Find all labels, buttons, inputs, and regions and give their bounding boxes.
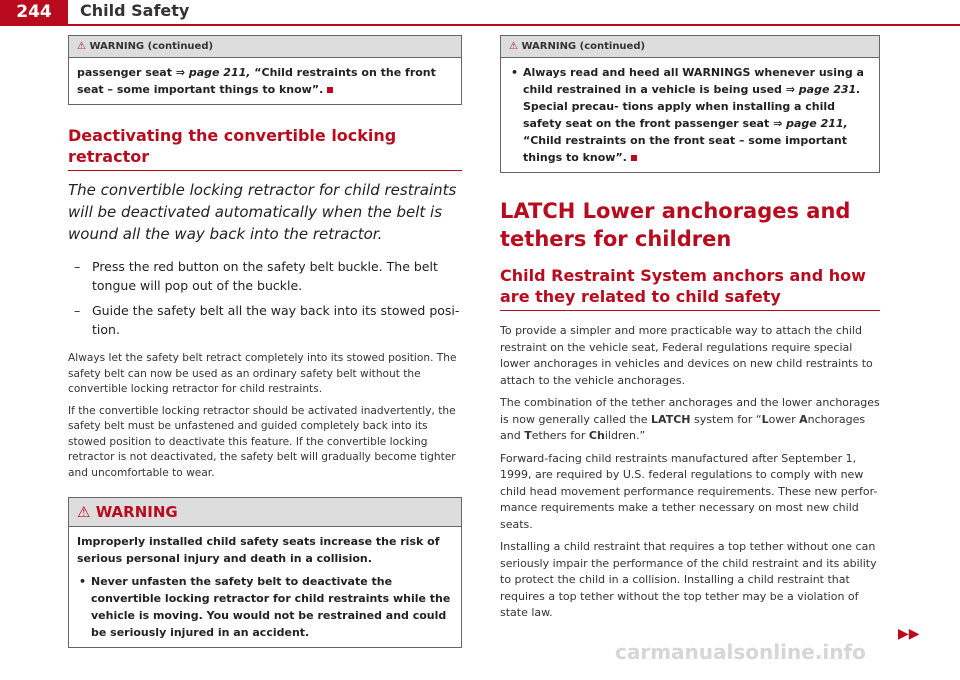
text-run-bold: T [524, 429, 532, 442]
warning-triangle-icon: ⚠ [77, 503, 91, 521]
warning-continued-header [501, 36, 879, 58]
text-run: ildren.” [604, 429, 646, 442]
warning-body [69, 527, 461, 647]
footer-watermark: carmanualsonline.info [615, 640, 866, 664]
warning-header [69, 498, 461, 527]
text-run: nchorages and [500, 412, 866, 442]
page-reference-link[interactable]: ⇒ page 211, [773, 117, 848, 130]
page-reference-link[interactable]: ⇒ page 211, [175, 66, 251, 79]
warning-text: “Child restraints on the front seat – some important things to know”. [77, 66, 436, 96]
text-run: The combination of the tether anchorages and the lower anchorages is now generally called the [500, 396, 880, 426]
right-column [500, 35, 880, 628]
text-run-bold: Ch [588, 429, 605, 442]
instruction-step: – Guide the safety belt all the way back into its stowed posi- tion. [68, 301, 462, 339]
page-reference-link[interactable]: ⇒ page 231. [785, 83, 861, 96]
text-run-bold: LATCH [651, 412, 691, 426]
instruction-step: – Press the red button on the safety belt buckle. The belt tongue will pop out of the buckle. [68, 257, 462, 295]
warning-bullet [509, 64, 871, 166]
body-paragraph: Forward-facing child restraints manufactured after September 1, 1999, are required by U.S. federal regulations to comply with new child head movement performance requirements. These new perfor- mance requirements make a tether necessary on most new child seats. [500, 451, 878, 531]
body-paragraph-latch [500, 395, 880, 445]
text-run-bold: L [761, 412, 769, 426]
running-title: Child Safety [80, 1, 190, 20]
warning-title: WARNING [95, 503, 178, 521]
end-square-icon [631, 155, 637, 161]
text-run: system for “ [690, 412, 762, 426]
warning-continued-label: WARNING (continued) [89, 41, 214, 52]
text-run: ethers for [531, 429, 589, 442]
page-number: 244 [0, 0, 68, 24]
warning-text: passenger seat [77, 66, 176, 79]
warning-continued-header [69, 36, 461, 58]
next-page-arrow-icon[interactable]: ▶▶ [898, 626, 920, 642]
warning-continued-box [500, 35, 880, 173]
body-paragraph: To provide a simpler and more practicable way to attach the child restraint on the vehicle seat, Federal regulations require special lower anchorages in vehicles and devices on new child restraints to attach to the vehicle anchorages. [500, 324, 873, 387]
warning-continued-box [68, 35, 462, 105]
body-paragraph: If the convertible locking retractor should be activated inadvertently, the safety belt must be unfastened and guided completely back into its stowed position to deactivate this feature. If the convertible locking retractor is not deactivated, the safety belt will gradually become tighter and uncomfortable to wear. [68, 404, 456, 479]
warning-lead: Improperly installed child safety seats increase the risk of serious personal injury and death in a collision. [77, 535, 440, 565]
chapter-heading: LATCH Lower anchorages and tethers for children [500, 199, 851, 251]
page-header [0, 0, 960, 30]
warning-text: “Child restraints on the front seat – some important things to know”. [523, 134, 848, 164]
warning-continued-body [69, 58, 461, 104]
end-square-icon [327, 87, 333, 93]
warning-triangle-icon: ⚠ [509, 41, 518, 52]
section-heading: Deactivating the convertible locking retractor [68, 125, 462, 171]
warning-triangle-icon: ⚠ [77, 41, 86, 52]
text-run: ower [768, 412, 800, 426]
warning-box [68, 497, 462, 648]
warning-text: Special precau- tions apply when installing a child safety seat on the front passenger seat [523, 100, 836, 130]
warning-bullet: • Never unfasten the safety belt to deactivate the convertible locking retractor for child restraints while the vehicle is moving. You would not be restrained and could be seriously injured in an accident. [77, 573, 453, 641]
warning-continued-body [501, 58, 879, 172]
body-paragraph [500, 539, 880, 622]
section-heading: Child Restraint System anchors and how are they related to child safety [500, 265, 880, 311]
intro-text: The convertible locking retractor for child restraints will be deactivated automatically when the belt is wound all the way back into the retractor. [68, 181, 457, 243]
body-paragraph: Always let the safety belt retract completely into its stowed position. The safety belt can now be used as an ordinary safety belt without the convertible locking retractor for child restraints. [68, 352, 457, 395]
warning-continued-label: WARNING (continued) [521, 41, 646, 52]
warning-text: Always read and heed all WARNINGS whenever using a child restrained in a vehicle is being used [523, 66, 864, 96]
text-run-bold: A [799, 412, 808, 426]
left-column [68, 35, 462, 648]
header-rule [0, 24, 960, 26]
text-run: Installing a child restraint that requires a top tether without one can seriously impair the performance of the child restraint and its ability to protect the child in a collision. Installing a child restraint that requires a top tether without the top tether may be a violation of state law. [500, 540, 877, 619]
